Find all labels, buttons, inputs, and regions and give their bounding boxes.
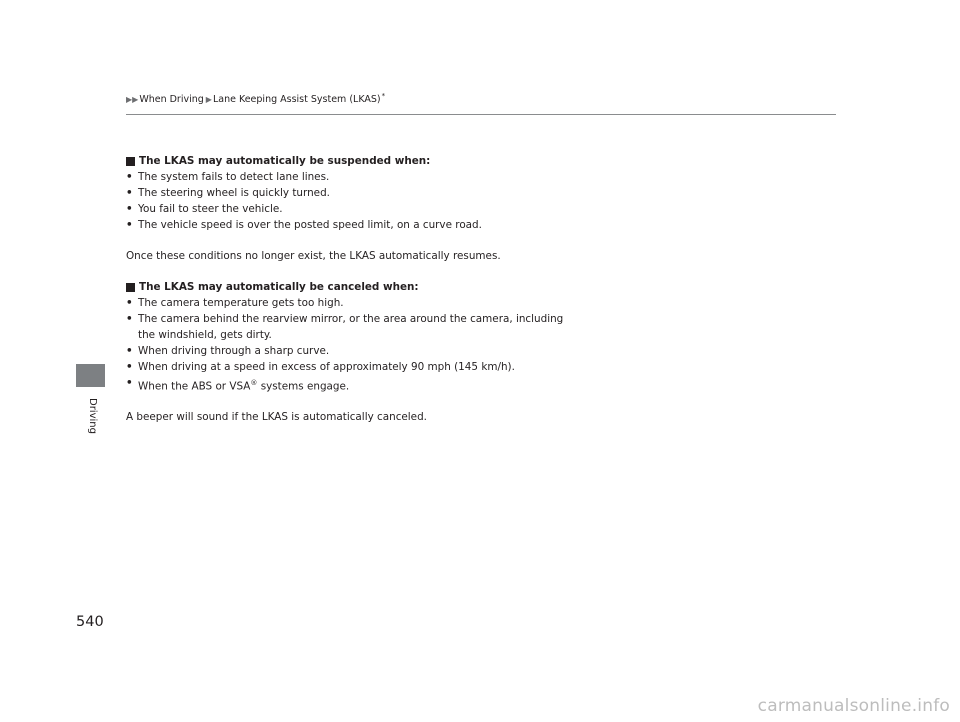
bullet-icon: • (126, 219, 133, 231)
list-item-text-continued: the windshield, gets dirty. (138, 329, 272, 341)
square-bullet-icon (126, 283, 135, 292)
list-item (126, 185, 846, 201)
list-item-text: The system fails to detect lane lines. (138, 171, 330, 183)
bullet-icon: • (126, 377, 133, 389)
breadcrumb (126, 94, 385, 106)
bullet-icon: • (126, 171, 133, 183)
list-item-text: The camera behind the rearview mirror, or the area around the camera, including (138, 313, 564, 325)
canceled-heading (126, 279, 846, 295)
bullet-icon: • (126, 361, 133, 373)
list-item (126, 343, 846, 359)
list-item-text-end: systems engage. (257, 380, 350, 393)
list-item-text: The camera temperature gets too high. (138, 297, 344, 309)
bullet-icon: • (126, 203, 133, 215)
list-item-text: You fail to steer the vehicle. (138, 203, 283, 215)
breadcrumb-asterisk: * (381, 92, 386, 100)
page-content (126, 153, 846, 425)
canceled-heading-text: The LKAS may automatically be canceled when: (139, 281, 419, 293)
double-arrow-icon: ▶▶ (126, 95, 139, 104)
section-tab-label: Driving (87, 398, 98, 434)
list-item-text: When the ABS or VSA (138, 380, 251, 393)
beeper-note: A beeper will sound if the LKAS is automatically canceled. (126, 411, 427, 424)
list-item (126, 359, 846, 375)
arrow-icon: ▶ (205, 95, 212, 104)
list-item-text: When driving at a speed in excess of approximately 90 mph (145 km/h). (138, 361, 515, 373)
list-item (126, 201, 846, 217)
list-item (126, 375, 846, 394)
square-bullet-icon (126, 157, 135, 166)
list-item-text: When driving through a sharp curve. (138, 345, 330, 357)
bullet-icon: • (126, 187, 133, 199)
suspended-heading (126, 153, 846, 169)
list-item-text: The steering wheel is quickly turned. (138, 187, 330, 199)
list-item (126, 311, 846, 343)
registered-mark: ® (250, 379, 258, 387)
breadcrumb-item-when-driving[interactable]: When Driving (139, 94, 204, 105)
breadcrumb-item-lkas[interactable]: Lane Keeping Assist System (LKAS) (212, 94, 381, 105)
bullet-icon: • (126, 313, 133, 325)
list-item-text: The vehicle speed is over the posted speed limit, on a curve road. (138, 219, 482, 231)
bullet-icon: • (126, 345, 133, 357)
suspended-heading-text: The LKAS may automatically be suspended when: (139, 155, 431, 167)
list-item (126, 295, 846, 311)
list-item (126, 217, 846, 233)
list-item (126, 169, 846, 185)
section-tab-marker (76, 364, 105, 387)
watermark: carmanualsonline.info (757, 696, 950, 716)
bullet-icon: • (126, 297, 133, 309)
page-number: 540 (76, 614, 104, 630)
resume-note: Once these conditions no longer exist, the LKAS automatically resumes. (126, 250, 501, 262)
header-divider (126, 114, 836, 115)
